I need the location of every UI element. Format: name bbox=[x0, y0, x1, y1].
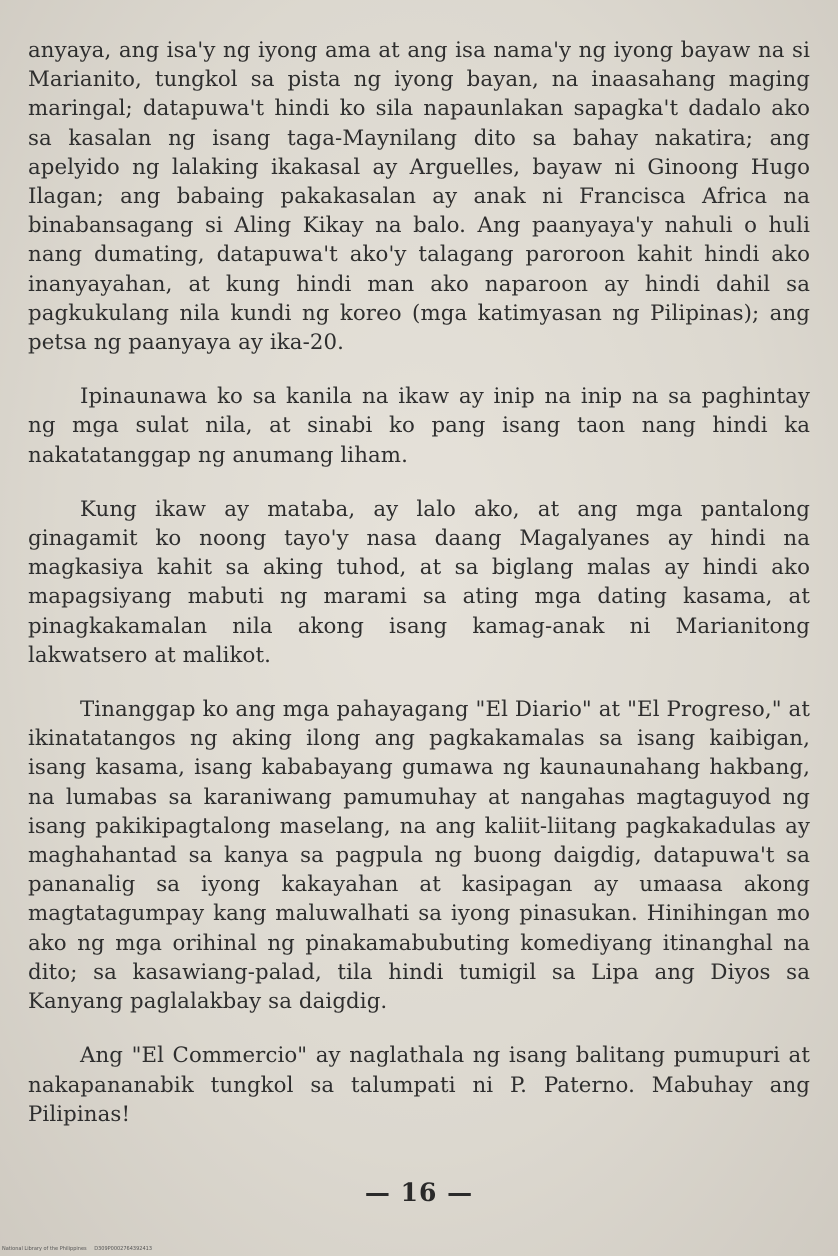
footer-credit bbox=[2, 1246, 152, 1252]
footer-identifier: D309P0002764392413 bbox=[94, 1246, 152, 1252]
paragraph-newspapers: Tinanggap ko ang mga pahayagang "El Diario" at "El Progreso," at ikinatatangos ng aking ilong ang pagkakamalas sa isang kaibigan, isang kasama, isang kababayang gumawa ng kaunaunahang hakbang, na lumabas sa karaniwang pamumuhay at nangahas magtaguyod ng isang pakikipagtalong maselang, na ang kaliit-liitang pagkakadulas ay maghahantad sa kanya sa pagpula ng buong daigdig, datapuwa't sa pananalig sa iyong kakayahan at kasipagan ay umaasa akong magtatagumpay kang maluwalhati sa iyong pinasukan. Hinihingan mo ako ng mga orihinal ng pinakamabubuting komediyang itinanghal na dito; sa kasawiang-palad, tila hindi tumigil sa Lipa ang Diyos sa Kanyang paglalakbay sa daigdig. bbox=[28, 697, 810, 1015]
paragraph-el-commercio: Ang "El Commercio" ay naglathala ng isang balitang pumupuri at nakapananabik tungkol sa talumpati ni P. Paterno. Mabuhay ang Pilipinas! bbox=[28, 1043, 810, 1127]
footer-institution: National Library of the Philippines bbox=[2, 1246, 87, 1252]
body-text bbox=[28, 36, 810, 1129]
paragraph-continued-invitation: anyaya, ang isa'y ng iyong ama at ang isa nama'y ng iyong bayaw na si Marianito, tungkol sa pista ng iyong bayan, na inaasahang maging maringal; datapuwa't hindi ko sila napaunlakan sapagka't dadalo ako sa kasalan ng isang taga-Maynilang dito sa bahay nakatira; ang apelyido ng lalaking ikakasal ay Arguelles, bayaw ni Ginoong Hugo Ilagan; ang babaing pakakasalan ay anak ni Francisca Africa na binabansagang si Aling Kikay na balo. Ang paanyaya'y nahuli o huli nang dumating, datapuwa't ako'y talagang paroroon kahit hindi ako inanyayahan, at kung hindi man ako naparoon ay hindi dahil sa pagkukulang nila kundi ng koreo (mga katimyasan ng Pilipinas); ang petsa ng paanyaya ay ika-20. bbox=[28, 38, 810, 356]
paragraph-letters-waiting: Ipinaunawa ko sa kanila na ikaw ay inip na inip na sa paghintay ng mga sulat nila, at sinabi ko pang isang taon nang hindi ka nakatatanggap ng anumang liham. bbox=[28, 384, 810, 468]
paragraph-weight-trousers: Kung ikaw ay mataba, ay lalo ako, at ang mga pantalong ginagamit ko noong tayo'y nasa daang Magalyanes ay hindi na magkasiya kahit sa aking tuhod, at sa biglang malas ay hindi ako mapagsiyang mabuti ng marami sa ating mga dating kasama, at pinagkakamalan nila akong isang kamag-anak ni Marianitong lakwatsero at malikot. bbox=[28, 496, 810, 668]
page-number: — 16 — bbox=[364, 1178, 474, 1207]
